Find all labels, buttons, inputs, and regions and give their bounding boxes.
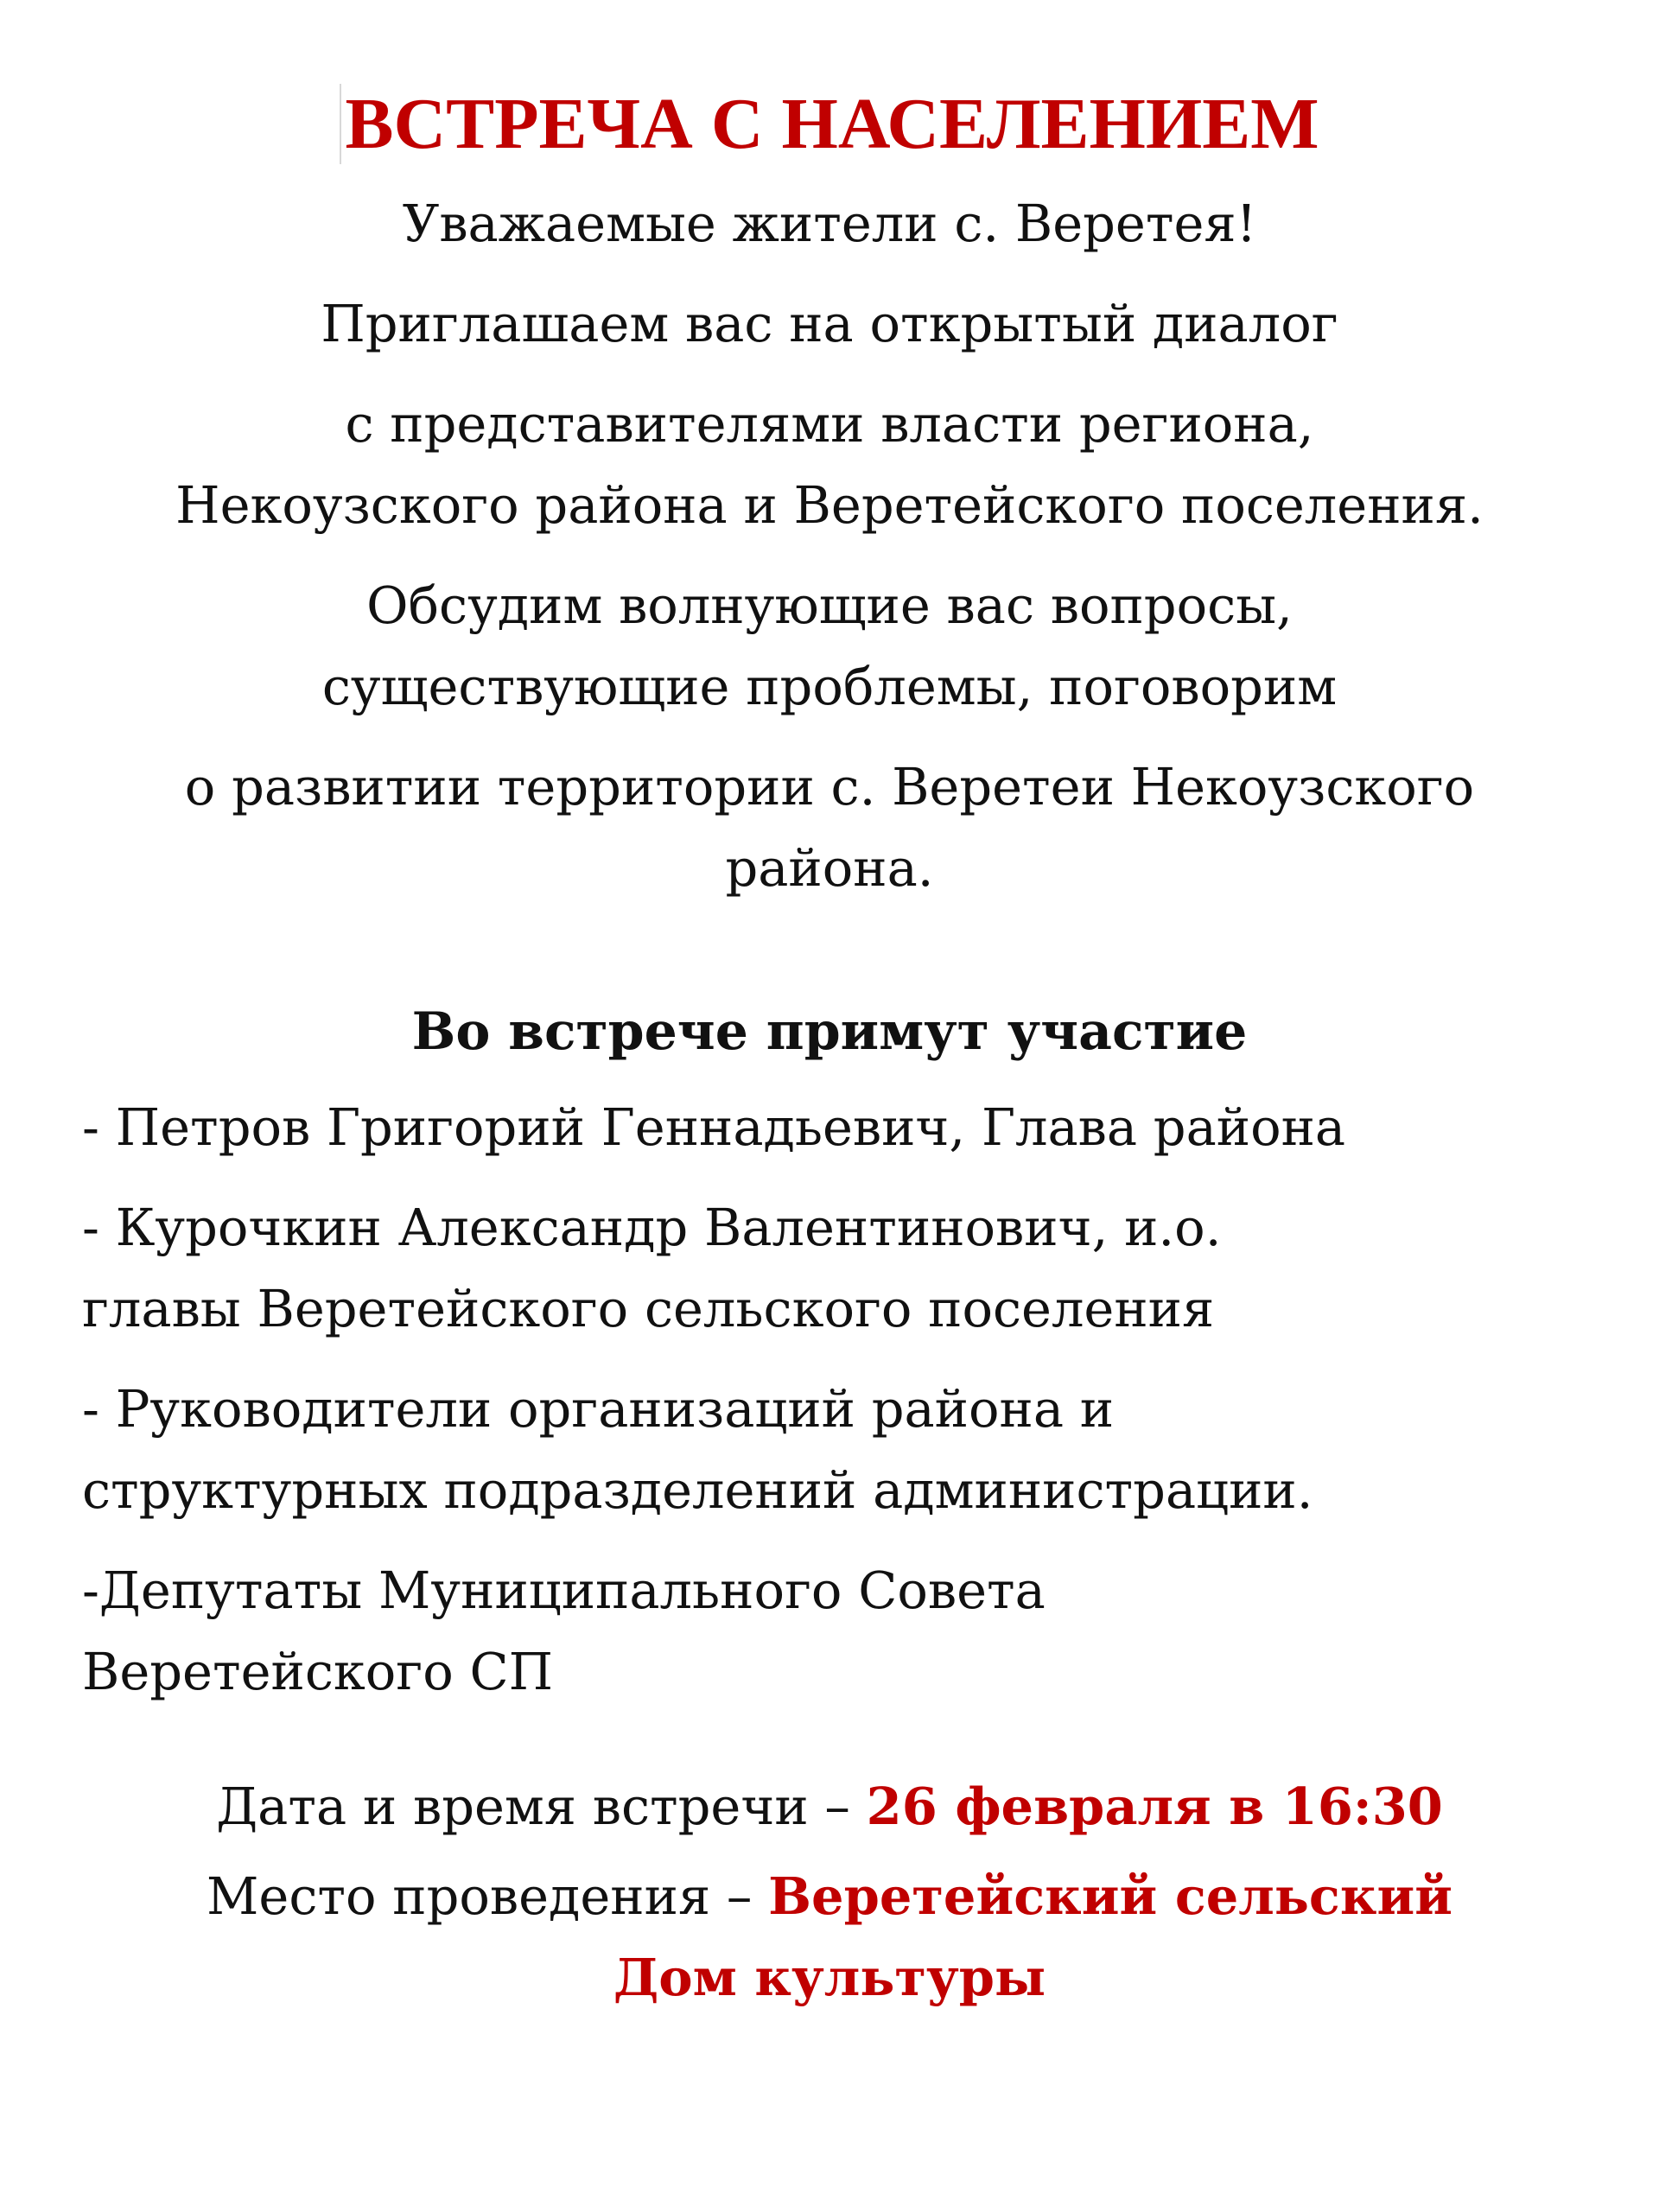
discussion-text-4: района. [725,838,934,898]
meeting-venue [73,1856,1586,2018]
meeting-datetime-label: Дата и время встречи – [216,1777,867,1836]
meeting-datetime-value: 26 февраля в 16:30 [866,1777,1443,1836]
discussion-block-1 [73,565,1586,728]
participants-heading: Во встрече примут участие [411,1001,1248,1062]
invitation-text-1: Приглашаем вас на открытый диалог [321,294,1338,353]
participant-item [82,1369,1586,1531]
participant-text: - Руководители организаций района и [82,1379,1115,1439]
spacer [73,928,1586,988]
spacer [73,1732,1586,1766]
discussion-text-2: существующие проблемы, поговорим [321,657,1338,716]
page-title-text: ВСТРЕЧА С НАСЕЛЕНИЕМ [340,84,1319,164]
meeting-venue-label: Место проведения – [207,1866,769,1926]
participant-text: - Петров Григорий Геннадьевич, Глава района [82,1097,1346,1157]
meeting-venue-line-1 [73,1856,1586,1937]
participant-text: главы Веретейского сельского поселения [82,1279,1215,1338]
meeting-datetime-line [73,1766,1586,1847]
discussion-text-1: Обсудим волнующие вас вопросы, [366,575,1293,635]
participant-item [82,1550,1586,1713]
participant-text: Веретейского СП [82,1642,554,1701]
discussion-block-2 [73,747,1586,909]
invitation-text-3: Некоузского района и Веретейского поселения. [175,475,1484,535]
page-title [73,78,1586,171]
participant-text: структурных подразделений администрации. [82,1460,1313,1520]
invitation-block [73,384,1586,546]
participant-item [82,1087,1586,1168]
participant-text: -Депутаты Муниципального Совета [82,1560,1046,1620]
participant-item [82,1187,1586,1350]
meeting-venue-value-1: Веретейский сельский [768,1866,1452,1926]
invitation-line-1 [73,283,1586,365]
participant-text: - Курочкин Александр Валентинович, и.о. [82,1198,1222,1257]
discussion-text-3: о развитии территории с. Веретеи Некоузского [184,757,1475,817]
invitation-text-2: с представителями власти региона, [345,394,1314,454]
greeting-text: Уважаемые жители с. Веретея! [402,194,1257,253]
meeting-datetime [73,1766,1586,1847]
meeting-venue-value-2: Дом культуры [613,1948,1046,2007]
greeting [73,183,1586,264]
